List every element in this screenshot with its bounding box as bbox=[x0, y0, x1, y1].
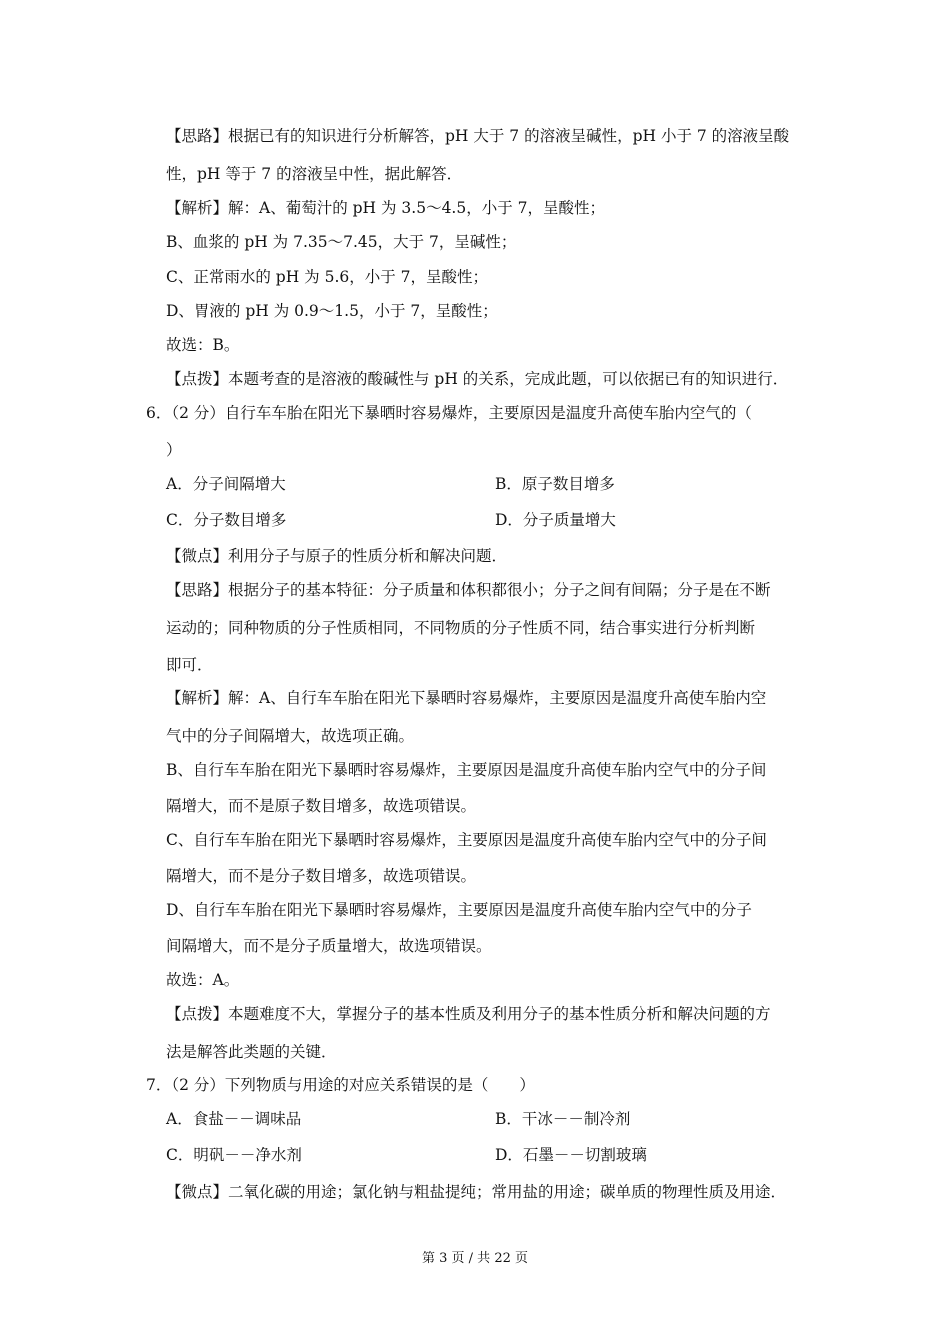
q5-silu-line-2: 性，pH 等于 7 的溶液呈中性，据此解答． bbox=[166, 165, 463, 183]
q6-silu-line-2: 运动的；同种物质的分子性质相同，不同物质的分子性质不同，结合事实进行分析判断 bbox=[166, 619, 756, 637]
q6-answer: 故选：A。 bbox=[166, 971, 240, 989]
q5-silu-line-1: 【思路】根据已有的知识进行分析解答，pH 大于 7 的溶液呈碱性，pH 小于 7 的溶液呈酸 bbox=[166, 127, 790, 145]
q7-option-d: D．石墨－－切割玻璃 bbox=[495, 1146, 647, 1164]
q7-option-b: B．干冰－－制冷剂 bbox=[495, 1110, 631, 1128]
q7-option-c: C．明矾－－净水剂 bbox=[166, 1146, 302, 1164]
q6-silu-line-3: 即可． bbox=[166, 656, 213, 674]
q6-jiexi-d-line-1: D、自行车车胎在阳光下暴晒时容易爆炸，主要原因是温度升高使车胎内空气中的分子 bbox=[166, 901, 752, 919]
q5-jiexi-d: D、胃液的 pH 为 0.9～1.5，小于 7，呈酸性； bbox=[166, 302, 498, 320]
q6-weidian: 【微点】利用分子与原子的性质分析和解决问题． bbox=[166, 547, 508, 565]
q6-jiexi-a-line-1: 【解析】解：A、自行车车胎在阳光下暴晒时容易爆炸，主要原因是温度升高使车胎内空 bbox=[166, 689, 767, 707]
q5-dianbo: 【点拨】本题考查的是溶液的酸碱性与 pH 的关系，完成此题，可以依据已有的知识进行． bbox=[166, 370, 789, 388]
q7-stem: 7．（2 分）下列物质与用途的对应关系错误的是（ ） bbox=[146, 1076, 535, 1094]
q7-weidian: 【微点】二氧化碳的用途；氯化钠与粗盐提纯；常用盐的用途；碳单质的物理性质及用途． bbox=[166, 1183, 787, 1201]
q7-option-a: A．食盐－－调味品 bbox=[166, 1110, 302, 1128]
q6-stem-line-2: ） bbox=[166, 441, 182, 459]
q6-dianbo-line-2: 法是解答此类题的关键． bbox=[166, 1043, 337, 1061]
q6-dianbo-line-1: 【点拨】本题难度不大，掌握分子的基本性质及利用分子的基本性质分析和解决问题的方 bbox=[166, 1005, 771, 1023]
q5-jiexi-b: B、血浆的 pH 为 7.35～7.45，大于 7，呈碱性； bbox=[166, 233, 517, 251]
q6-jiexi-d-line-2: 间隔增大，而不是分子质量增大，故选项错误。 bbox=[166, 937, 492, 955]
q6-silu-line-1: 【思路】根据分子的基本特征：分子质量和体积都很小；分子之间有间隔；分子是在不断 bbox=[166, 581, 771, 599]
q6-option-d: D．分子质量增大 bbox=[495, 511, 616, 529]
q6-jiexi-c-line-2: 隔增大，而不是分子数目增多，故选项错误。 bbox=[166, 867, 477, 885]
q6-jiexi-c-line-1: C、自行车车胎在阳光下暴晒时容易爆炸，主要原因是温度升高使车胎内空气中的分子间 bbox=[166, 831, 767, 849]
q6-option-c: C．分子数目增多 bbox=[166, 511, 287, 529]
page-footer: 第 3 页 / 共 22 页 bbox=[422, 1251, 528, 1266]
q6-stem-line-1: 6．（2 分）自行车车胎在阳光下暴晒时容易爆炸，主要原因是温度升高使车胎内空气的（ bbox=[146, 404, 752, 422]
q5-answer: 故选：B。 bbox=[166, 336, 240, 354]
q6-jiexi-b-line-1: B、自行车车胎在阳光下暴晒时容易爆炸，主要原因是温度升高使车胎内空气中的分子间 bbox=[166, 761, 767, 779]
q6-jiexi-b-line-2: 隔增大，而不是原子数目增多，故选项错误。 bbox=[166, 797, 477, 815]
q5-jiexi-c: C、正常雨水的 pH 为 5.6，小于 7，呈酸性； bbox=[166, 268, 489, 286]
q6-option-a: A．分子间隔增大 bbox=[166, 475, 286, 493]
q5-jiexi-a: 【解析】解：A、葡萄汁的 pH 为 3.5～4.5，小于 7，呈酸性； bbox=[166, 199, 606, 217]
q6-option-b: B．原子数目增多 bbox=[495, 475, 615, 493]
q6-jiexi-a-line-2: 气中的分子间隔增大，故选项正确。 bbox=[166, 727, 415, 745]
